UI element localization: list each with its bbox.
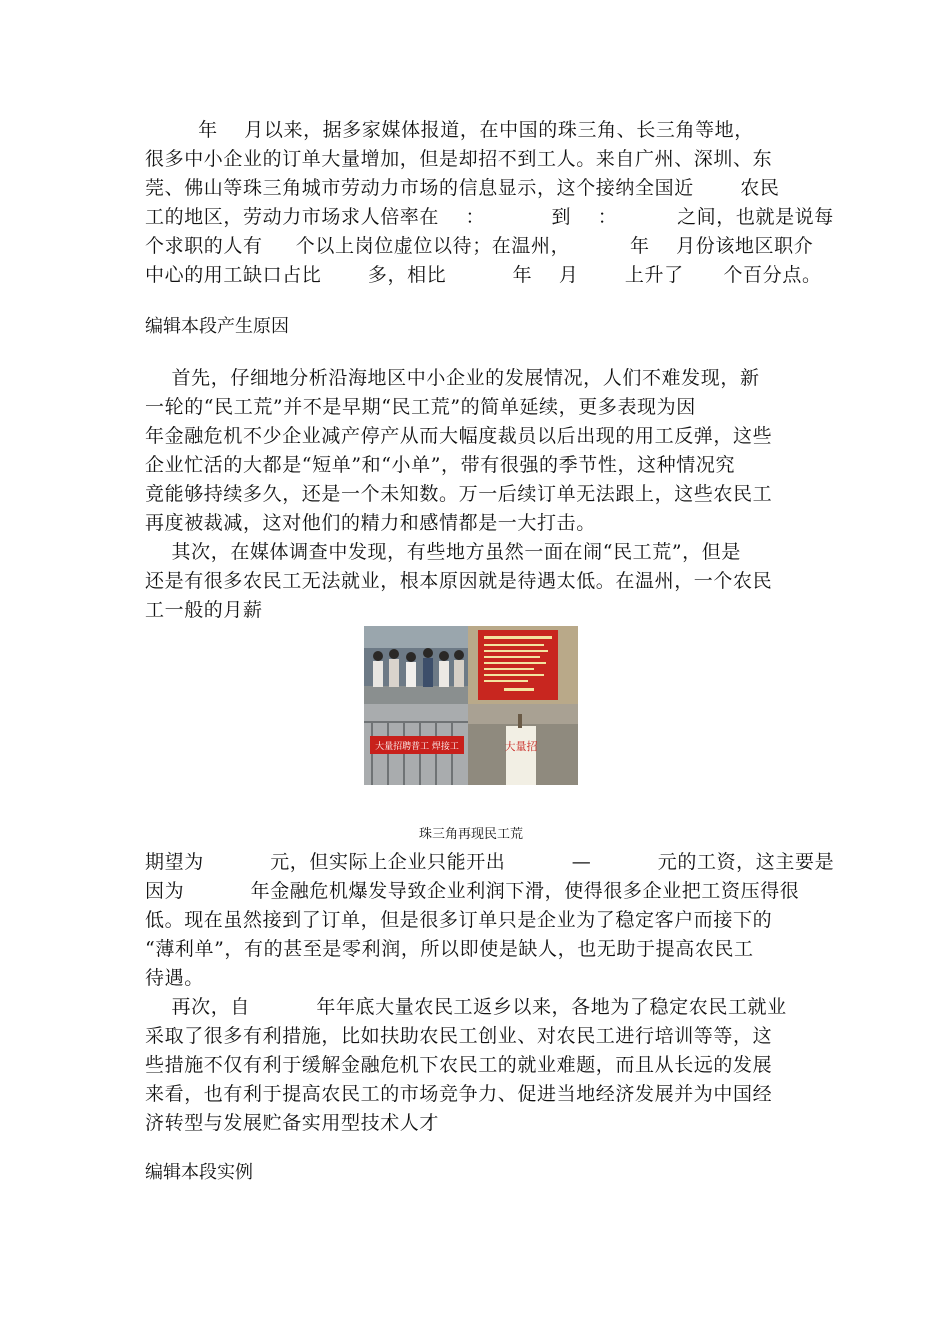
text-line: 工的地区，劳动力市场求人倍率在 ： 到 ： 之间，也就是说每 — [145, 206, 834, 228]
section-heading-causes: 编辑本段产生原因 — [145, 316, 289, 337]
text-line: 再度被裁减，这对他们的精力和感情都是一大打击。 — [145, 512, 596, 534]
sign-text: 大量招 — [504, 740, 538, 753]
text-line: 因为 年金融危机爆发导致企业利润下滑，使得很多企业把工资压得很 — [145, 880, 800, 902]
text-line: 些措施不仅有利于缓解金融危机下农民工的就业难题，而且从长远的发展 — [145, 1054, 773, 1076]
text-line: 个求职的人有 个以上岗位虚位以待；在温州， 年 月份该地区职介 — [145, 235, 814, 257]
section-heading-examples: 编辑本段实例 — [145, 1162, 253, 1183]
figure-caption: 珠三角再现民工荒 — [418, 827, 523, 842]
text-line: 竟能够持续多久，还是一个未知数。万一后续订单无法跟上，这些农民工 — [145, 483, 773, 505]
text-line: 期望为 元，但实际上企业只能开出 — 元的工资，这主要是 — [145, 851, 835, 873]
text-line: 工一般的月薪 — [145, 599, 263, 621]
news-photo-collage — [364, 626, 578, 785]
text-line: 年 月以来，据多家媒体报道，在中国的珠三角、长三角等地， — [145, 119, 754, 141]
text-line: 中心的用工缺口占比 多，相比 年 月 上升了 个百分点。 — [145, 264, 822, 286]
text-line: 待遇。 — [145, 967, 204, 989]
text-line: 还是有很多农民工无法就业，根本原因就是待遇太低。在温州，一个农民 — [145, 570, 773, 592]
banner-text: 大量招聘普工 焊接工 — [375, 742, 459, 752]
text-line: 莞、佛山等珠三角城市劳动力市场的信息显示，这个接纳全国近 农民 — [145, 177, 780, 199]
text-line: 再次，自 年年底大量农民工返乡以来，各地为了稳定农民工就业 — [145, 996, 787, 1018]
text-line: 很多中小企业的订单大量增加，但是却招不到工人。来自广州、深圳、东 — [145, 148, 773, 170]
text-line: 济转型与发展贮备实用型技术人才 — [145, 1112, 440, 1134]
text-line: 一轮的“民工荒”并不是早期“民工荒”的简单延续，更多表现为因 — [145, 396, 696, 418]
standing-sign — [506, 726, 536, 785]
text-line: 采取了很多有利措施，比如扶助农民工创业、对农民工进行培训等等，这 — [145, 1025, 773, 1047]
photo-collage-drawing — [364, 626, 578, 785]
text-line: “薄利单”，有的甚至是零利润，所以即使是缺人，也无助于提高农民工 — [145, 938, 754, 960]
text-line: 首先，仔细地分析沿海地区中小企业的发展情况，人们不难发现，新 — [145, 367, 760, 389]
text-line: 低。现在虽然接到了订单，但是很多订单只是企业为了稳定客户而接下的 — [145, 909, 773, 931]
text-line: 其次，在媒体调查中发现，有些地方虽然一面在闹“民工荒”，但是 — [145, 541, 741, 563]
text-line: 年金融危机不少企业减产停产从而大幅度裁员以后出现的用工反弹，这些 — [145, 425, 773, 447]
text-line: 来看，也有利于提高农民工的市场竞争力、促进当地经济发展并为中国经 — [145, 1083, 773, 1105]
text-line: 企业忙活的大都是“短单”和“小单”，带有很强的季节性，这种情况究 — [145, 454, 736, 476]
